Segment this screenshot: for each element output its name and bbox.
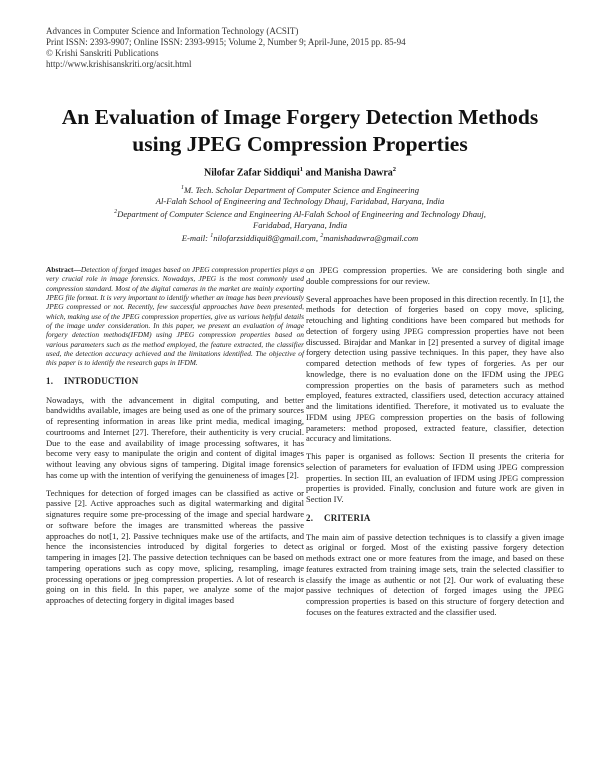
issn-line: Print ISSN: 2393-9907; Online ISSN: 2393-9915; Volume 2, Number 9; April-June, 2015 pp. 85-94 (46, 37, 406, 47)
publisher-line: © Krishi Sanskriti Publications (46, 48, 159, 58)
author-conjunction: and (305, 167, 322, 179)
affil-2-line-1: Department of Computer Science and Engineering Al-Falah School of Engineering and Technology Dhauj, (117, 208, 486, 219)
journal-name: Advances in Computer Science and Information Technology (ACSIT) (46, 26, 299, 36)
email-1[interactable]: nilofarzsiddiqui8@gmail.com, (213, 232, 319, 243)
affil-1-line-1: M. Tech. Scholar Department of Computer Science and Engineering (183, 184, 419, 195)
intro-paragraph-5: This paper is organised as follows: Section II presents the criteria for selection of parameters for evaluation of IFDM using JPEG compression properties. In section III, an evaluation of IFDM using JPEG compression properties is provided. Finally, conclusion and future work are given in Section IV. (306, 451, 564, 504)
abstract (46, 265, 304, 368)
section-heading-introduction (46, 376, 304, 387)
author-2-mark: 2 (392, 166, 397, 173)
intro-paragraph-4: Several approaches have been proposed in this direction recently. In [1], the methods for detection of forgeries based on copy move, splicing, retouching and lighting conditions have been compared but methods for detection of forgery using JPEG compression properties have not been discussed. Birajdar and Mankar in [2] presented a survey of digital image forgery detection using passive techniques. In this paper, they have also compared detection methods of few types of forgeries. As per our knowledge, there is no evaluation done on the IFDM using the JPEG compression properties on the basis of parameters such as method employed, features extracted, classifiers used, detection accuracy attained and the limitations identified. Therefore, it motivated us to evaluate the IFDM using JPEG compression properties on the basis of following parameters: method proposed, extracted feature, classifier, detection accuracy and limitations. (306, 293, 564, 444)
title-line-2: using JPEG Compression Properties (132, 132, 468, 156)
affil-2-line-2: Faridabad, Haryana, India (252, 219, 348, 230)
intro-paragraph-1: Nowadays, with the advancement in digital computing, and better bandwidths available, images are being used as one of the primary sources of representing information in areas like print media, medical imaging, courtrooms and Internet [27]. Therefore, their authenticity is very crucial. Due to the ease and availability of image processing softwares, it has become very easy to manipulate the origin and content of digital images without leaving any obvious signs of tampering. Digital image forensics has come up with the intention of verifying the genuineness of images [2]. (46, 394, 304, 480)
section-title: INTRODUCTION (64, 375, 139, 386)
affil-1-mark: 1 (180, 185, 184, 191)
email-2-mark: 2 (320, 232, 324, 239)
affiliations (60, 183, 540, 244)
section-heading-criteria (306, 513, 564, 524)
section-number: 1. (46, 375, 54, 386)
right-column (306, 265, 564, 625)
email-1-mark: 1 (210, 232, 214, 239)
affil-1-line-2: Al-Falah School of Engineering and Technology Dhauj, Faridabad, Haryana, India (155, 195, 445, 206)
criteria-paragraph-1: The main aim of passive detection techniques is to classify a given image as original or forged. Most of the existing passive forgery detection methods extract one or more features from the image, and based on these features extracted from training image sets, train the selected classifier to classify the image as authentic or not [2]. Our work of evaluating these passive techniques of detection of forged images using the JPEG compression properties is based on this structure of forgery detection and focuses on the features extracted and the classifier used. (306, 531, 564, 617)
author-1: Nilofar Zafar Siddiqui (203, 167, 300, 179)
journal-header (46, 26, 406, 70)
affil-2-mark: 2 (114, 208, 118, 215)
intro-paragraph-2: Techniques for detection of forged images can be classified as active or passive [2]. Active approaches such as digital watermarking and digital signatures require some pre-processing of the image and special hardware or software before the images are transmitted whereas the passive approaches do not[1, 2]. Passive techniques make use of the artifacts, and hence the inconsistencies introduced by digital forgeries to detect tampering in images [2]. The passive detection techniques can be based on tampering operations such as copy move, splicing, resampling, image processing operations or jpeg compression properties. A lot of research is going on in this field. In this paper, we analyze some of the major approaches of detecting forgery in digital images based (46, 487, 304, 606)
intro-paragraph-3: on JPEG compression properties. We are considering both single and double compressions for our review. (306, 265, 564, 286)
email-2[interactable]: manishadawra@gmail.com (323, 232, 419, 243)
author-2: Manisha Dawra (324, 167, 393, 179)
abstract-text: Detection of forged images based on JPEG compression properties plays a very crucial role in image forensics. Nowadays, JPEG is the most commonly used compression standard. Most of the digital cameras in the market are mainly exporting JPEG file format. It is very important to identify whether an image has been previously JPEG compressed or not. Recently, few successful approaches have been presented, which, making use of the JPEG compression properties, give us various helpful details of the image under consideration. In this paper, we present an evaluation of image forgery detection methods(IFDM) using JPEG compression properties based on various parameters such as the method employed, the feature extracted, the classifier used, the detection accuracy achieved and the limitations identified. The objective of this paper is to identify the research gaps in IFDM. (46, 265, 304, 368)
email-line (60, 231, 540, 244)
left-column (46, 265, 304, 613)
paper-title (20, 104, 580, 158)
email-label: E-mail: (181, 232, 209, 243)
section-title: CRITERIA (324, 512, 371, 523)
author-line (0, 166, 600, 178)
journal-url[interactable]: http://www.krishisanskriti.org/acsit.html (46, 59, 192, 69)
title-line-1: An Evaluation of Image Forgery Detection Methods (61, 105, 539, 129)
abstract-label: Abstract— (46, 265, 81, 274)
author-1-mark: 1 (299, 166, 304, 173)
section-number: 2. (306, 512, 314, 523)
